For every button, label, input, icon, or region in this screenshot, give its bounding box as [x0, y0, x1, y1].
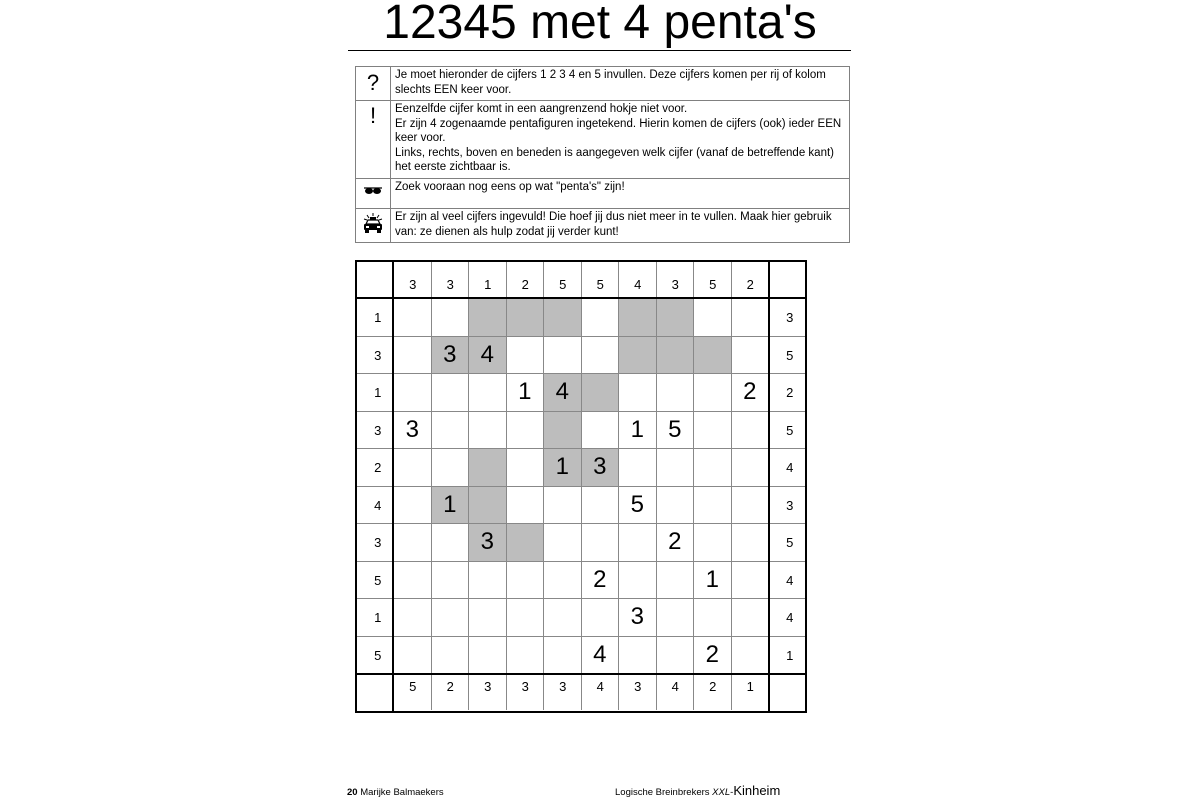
clue-separator	[357, 448, 394, 449]
grid-cell	[694, 562, 732, 600]
instruction-row	[356, 209, 850, 243]
clue-digit: 4	[374, 497, 382, 513]
grid-cell	[694, 299, 732, 337]
clue-separator	[543, 262, 544, 299]
grid-cell	[432, 412, 470, 450]
grid-cell	[394, 374, 432, 412]
instruction-row	[356, 67, 850, 101]
penta-cell	[469, 524, 507, 562]
grid-cell	[582, 562, 620, 600]
clue-digit: 5	[596, 277, 604, 293]
clue-digit: 1	[374, 310, 382, 326]
clue-separator	[693, 262, 694, 299]
left-clue	[359, 487, 397, 525]
clue-separator	[357, 486, 394, 487]
grid-cell	[732, 412, 770, 450]
clue-separator	[357, 636, 394, 637]
given-digit: 5	[668, 415, 682, 443]
grid-cell	[507, 599, 545, 637]
puzzle-grid	[355, 260, 807, 713]
penta-cell	[619, 337, 657, 375]
clue-digit: 3	[484, 679, 492, 695]
grid-cell	[694, 599, 732, 637]
clue-digit: 3	[634, 679, 642, 695]
right-clue	[771, 374, 809, 412]
clue-separator	[506, 674, 507, 710]
grid-cell	[469, 412, 507, 450]
footer-separator: -	[730, 787, 734, 798]
given-digit: 3	[480, 528, 494, 556]
grid-cell	[657, 524, 695, 562]
grid-cell	[619, 562, 657, 600]
clue-separator	[769, 636, 805, 637]
right-clue	[771, 449, 809, 487]
grid-cell	[619, 412, 657, 450]
left-clue	[359, 637, 397, 675]
frame-line	[357, 673, 805, 675]
clue-digit: 2	[709, 679, 717, 695]
penta-cell	[619, 299, 657, 337]
clue-separator	[731, 262, 732, 299]
given-digit: 1	[630, 415, 644, 443]
penta-cell	[657, 337, 695, 375]
clue-separator	[357, 373, 394, 374]
clue-separator	[693, 674, 694, 710]
instruction-text: Je moet hieronder de cijfers 1 2 3 4 en 5 invullen. Deze cijfers komen per rij of kolom slechts EEN keer voor.	[391, 67, 850, 101]
instructions-table	[355, 66, 850, 243]
grid-cell	[657, 412, 695, 450]
left-clue	[359, 299, 397, 337]
given-digit: 2	[705, 640, 719, 668]
grid-cell	[619, 599, 657, 637]
clue-digit: 1	[484, 277, 492, 293]
clue-digit: 3	[409, 277, 417, 293]
grid-cell	[732, 599, 770, 637]
page-number: 20	[347, 787, 358, 798]
grid-cell	[732, 337, 770, 375]
clue-separator	[581, 262, 582, 299]
grid-cell	[732, 299, 770, 337]
given-digit: 1	[555, 453, 569, 481]
clue-separator	[769, 373, 805, 374]
given-digit: 3	[443, 340, 457, 368]
penta-cell	[469, 487, 507, 525]
clue-separator	[731, 674, 732, 710]
frame-line	[392, 262, 394, 711]
left-clue	[359, 412, 397, 450]
grid-cell	[507, 412, 545, 450]
clue-separator	[618, 674, 619, 710]
grid-cell	[694, 449, 732, 487]
clue-separator	[769, 523, 805, 524]
grid-cell	[582, 337, 620, 375]
left-clue	[359, 337, 397, 375]
penta-cell	[582, 449, 620, 487]
given-digit: 1	[705, 565, 719, 593]
grid-cell	[394, 299, 432, 337]
grid-cell	[732, 449, 770, 487]
penta-cell	[432, 337, 470, 375]
given-digit: 4	[593, 640, 607, 668]
grid-cell	[507, 449, 545, 487]
given-digit: 2	[668, 528, 682, 556]
penta-cell	[507, 299, 545, 337]
penta-cell	[544, 412, 582, 450]
grid-cell	[469, 562, 507, 600]
clue-digit: 4	[786, 610, 794, 626]
grid-cell	[394, 337, 432, 375]
clue-digit: 5	[374, 647, 382, 663]
author-name: Marijke Balmaekers	[360, 787, 444, 798]
penta-cell	[582, 374, 620, 412]
clue-digit: 3	[559, 679, 567, 695]
left-clue	[359, 562, 397, 600]
grid-cell	[432, 599, 470, 637]
grid-cell	[732, 487, 770, 525]
clue-digit: 3	[786, 497, 794, 513]
grid-cell	[394, 524, 432, 562]
right-clue	[771, 299, 809, 337]
left-clue	[359, 374, 397, 412]
given-digit: 2	[593, 565, 607, 593]
clue-digit: 5	[374, 572, 382, 588]
footer-book	[615, 783, 780, 798]
clue-digit: 1	[786, 647, 794, 663]
grid-cell	[432, 524, 470, 562]
clue-digit: 5	[786, 347, 794, 363]
grid-cell	[657, 449, 695, 487]
given-digit: 5	[630, 490, 644, 518]
right-clue	[771, 562, 809, 600]
penta-cell	[544, 299, 582, 337]
instruction-row	[356, 101, 850, 179]
book-title: Logische Breinbrekers	[615, 787, 710, 798]
right-clue	[771, 599, 809, 637]
grid-cell	[544, 562, 582, 600]
grid-cell	[582, 299, 620, 337]
siren-car-icon	[356, 209, 391, 243]
grid-cell	[732, 524, 770, 562]
grid-cell	[507, 337, 545, 375]
penta-cell	[507, 524, 545, 562]
grid-cell	[544, 599, 582, 637]
clue-digit: 3	[521, 679, 529, 695]
title-underline	[348, 50, 851, 51]
grid-cell	[394, 412, 432, 450]
footer-author	[347, 787, 444, 798]
publisher: Kinheim	[733, 783, 781, 798]
clue-separator	[468, 674, 469, 710]
grid-cell	[432, 299, 470, 337]
grid-cell	[732, 374, 770, 412]
clue-digit: 4	[786, 572, 794, 588]
clue-digit: 1	[374, 385, 382, 401]
clue-digit: 3	[786, 310, 794, 326]
clue-separator	[769, 336, 805, 337]
question-mark-icon: ?	[356, 67, 391, 101]
instruction-row	[356, 179, 850, 209]
grid-cell	[582, 599, 620, 637]
grid-cell	[394, 562, 432, 600]
clue-separator	[431, 674, 432, 710]
clue-digit: 3	[374, 347, 382, 363]
given-digit: 4	[480, 340, 494, 368]
grid-cell	[657, 374, 695, 412]
grid-cell	[432, 449, 470, 487]
grid-cell	[657, 487, 695, 525]
clue-digit: 4	[786, 460, 794, 476]
grid-cell	[469, 599, 507, 637]
given-digit: 3	[593, 453, 607, 481]
glasses-icon	[356, 179, 391, 209]
grid-cell	[619, 374, 657, 412]
grid-cell	[544, 487, 582, 525]
clue-separator	[357, 598, 394, 599]
page-title: 12345 met 4 penta's	[383, 0, 817, 49]
grid-cell	[582, 412, 620, 450]
clue-separator	[618, 262, 619, 299]
grid-cell	[694, 487, 732, 525]
penta-cell	[544, 449, 582, 487]
right-clue	[771, 337, 809, 375]
clue-separator	[769, 486, 805, 487]
given-digit: 2	[743, 378, 757, 406]
grid-cell	[432, 374, 470, 412]
grid-cell	[657, 599, 695, 637]
left-clue	[359, 599, 397, 637]
right-clue	[771, 524, 809, 562]
given-digit: 1	[518, 378, 532, 406]
clue-separator	[656, 674, 657, 710]
clue-separator	[357, 336, 394, 337]
clue-digit: 5	[709, 277, 717, 293]
clue-digit: 4	[634, 277, 642, 293]
exclamation-mark-icon: !	[356, 101, 391, 179]
clue-separator	[543, 674, 544, 710]
penta-cell	[469, 449, 507, 487]
clue-digit: 5	[559, 277, 567, 293]
instruction-text: Er zijn al veel cijfers ingevuld! Die hoef jij dus niet meer in te vullen. Maak hier gebruik van: ze dienen als hulp zodat jij verder kunt!	[391, 209, 850, 243]
grid-cell	[619, 487, 657, 525]
clue-digit: 5	[786, 535, 794, 551]
clue-digit: 5	[409, 679, 417, 695]
grid-cell	[469, 374, 507, 412]
clue-digit: 3	[671, 277, 679, 293]
clue-separator	[656, 262, 657, 299]
grid-cell	[732, 562, 770, 600]
grid-cell	[582, 524, 620, 562]
clue-separator	[581, 674, 582, 710]
clue-digit: 2	[786, 385, 794, 401]
given-digit: 1	[443, 490, 457, 518]
penta-cell	[657, 299, 695, 337]
clue-digit: 5	[786, 422, 794, 438]
left-clue	[359, 524, 397, 562]
instruction-text: Zoek vooraan nog eens op wat "penta's" zijn!	[391, 179, 850, 209]
grid-cell	[694, 374, 732, 412]
grid-cell	[507, 487, 545, 525]
clue-digit: 3	[374, 422, 382, 438]
clue-separator	[468, 262, 469, 299]
given-digit: 4	[555, 378, 569, 406]
grid-cell	[544, 524, 582, 562]
left-clue	[359, 449, 397, 487]
grid-cell	[394, 487, 432, 525]
penta-cell	[432, 487, 470, 525]
clue-digit: 2	[746, 277, 754, 293]
grid-cell	[582, 487, 620, 525]
grid-cell	[619, 449, 657, 487]
clue-digit: 4	[671, 679, 679, 695]
clue-separator	[769, 411, 805, 412]
clue-separator	[769, 598, 805, 599]
right-clue	[771, 637, 809, 675]
clue-digit: 3	[374, 535, 382, 551]
clue-digit: 1	[374, 610, 382, 626]
book-suffix: XXL	[712, 787, 731, 798]
frame-line	[768, 262, 770, 711]
grid-cell	[694, 524, 732, 562]
clue-digit: 2	[446, 679, 454, 695]
grid-cell	[619, 524, 657, 562]
grid-cell	[544, 337, 582, 375]
grid-cell	[394, 449, 432, 487]
grid-cell	[694, 412, 732, 450]
grid-cell	[657, 562, 695, 600]
given-digit: 3	[405, 415, 419, 443]
penta-cell	[469, 337, 507, 375]
grid-cell	[432, 562, 470, 600]
clue-separator	[431, 262, 432, 299]
grid-cell	[507, 562, 545, 600]
right-clue	[771, 487, 809, 525]
grid-cell	[394, 599, 432, 637]
clue-digit: 2	[521, 277, 529, 293]
frame-line	[357, 297, 805, 299]
clue-separator	[769, 448, 805, 449]
clue-separator	[769, 561, 805, 562]
clue-digit: 2	[374, 460, 382, 476]
instruction-text: Eenzelfde cijfer komt in een aangrenzend hokje niet voor. Er zijn 4 zogenaamde pentafiguren ingetekend. Hierin komen de cijfers (ook) ieder EEN keer voor. Links, rechts, boven en beneden is aangegeven welk cijfer (vanaf de betreffende kant) het eerste zichtbaar is.	[391, 101, 850, 179]
clue-digit: 4	[596, 679, 604, 695]
penta-cell	[544, 374, 582, 412]
clue-digit: 3	[446, 277, 454, 293]
clue-digit: 1	[746, 679, 754, 695]
right-clue	[771, 412, 809, 450]
clue-separator	[357, 561, 394, 562]
given-digit: 3	[630, 603, 644, 631]
penta-cell	[469, 299, 507, 337]
penta-cell	[694, 337, 732, 375]
clue-separator	[506, 262, 507, 299]
grid-cell	[507, 374, 545, 412]
clue-separator	[357, 523, 394, 524]
clue-separator	[357, 411, 394, 412]
